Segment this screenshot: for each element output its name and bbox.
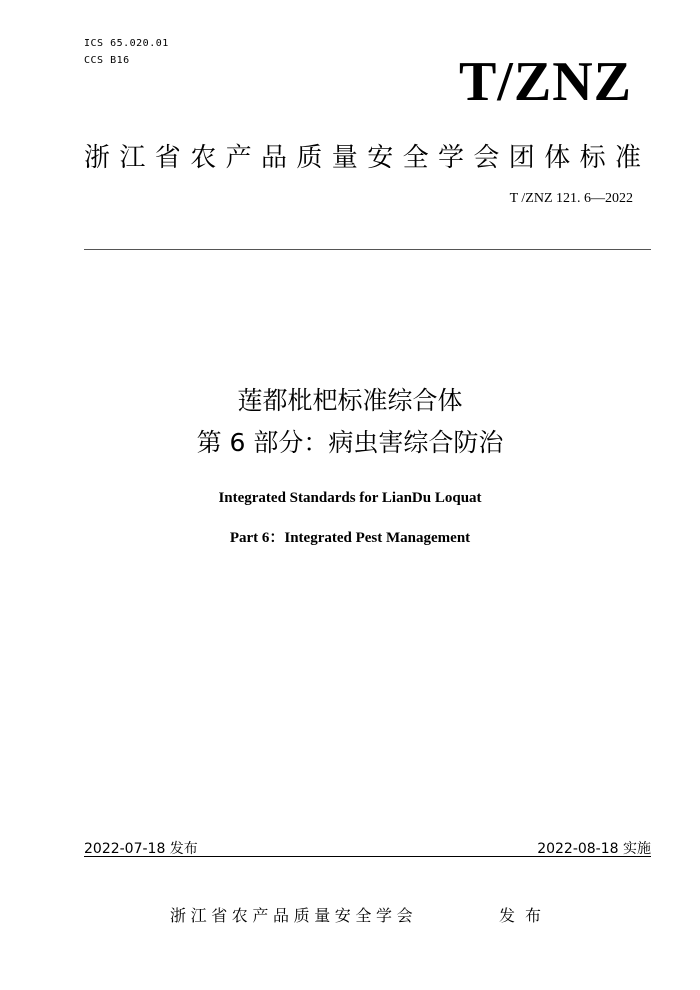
publish-label: 发布 <box>499 906 552 925</box>
standard-number: T /ZNZ 121. 6—2022 <box>509 191 633 206</box>
implementation-date: 2022-08-18 实施 <box>537 841 651 857</box>
english-title-line-1: Integrated Standards for LianDu Loquat <box>218 490 482 506</box>
issue-date: 2022-07-18 发布 <box>84 841 198 857</box>
english-title-line-2: Part 6：Integrated Pest Management <box>229 530 471 546</box>
ccs-code: CCS B16 <box>84 55 130 66</box>
header-divider <box>84 249 651 250</box>
publisher-name: 浙江省农产品质量安全学会 <box>170 906 418 925</box>
footer-divider <box>84 856 651 857</box>
standard-brand: T/ZNZ <box>458 51 632 113</box>
organization-standard-title: 浙江省农产品质量安全学会团体标准 <box>84 143 651 173</box>
ics-code: ICS 65.020.01 <box>84 38 169 49</box>
chinese-title-line-1: 莲都枇杷标准综合体 <box>237 386 463 415</box>
chinese-title-line-2: 第 6 部分：病虫害综合防治 <box>196 428 504 457</box>
